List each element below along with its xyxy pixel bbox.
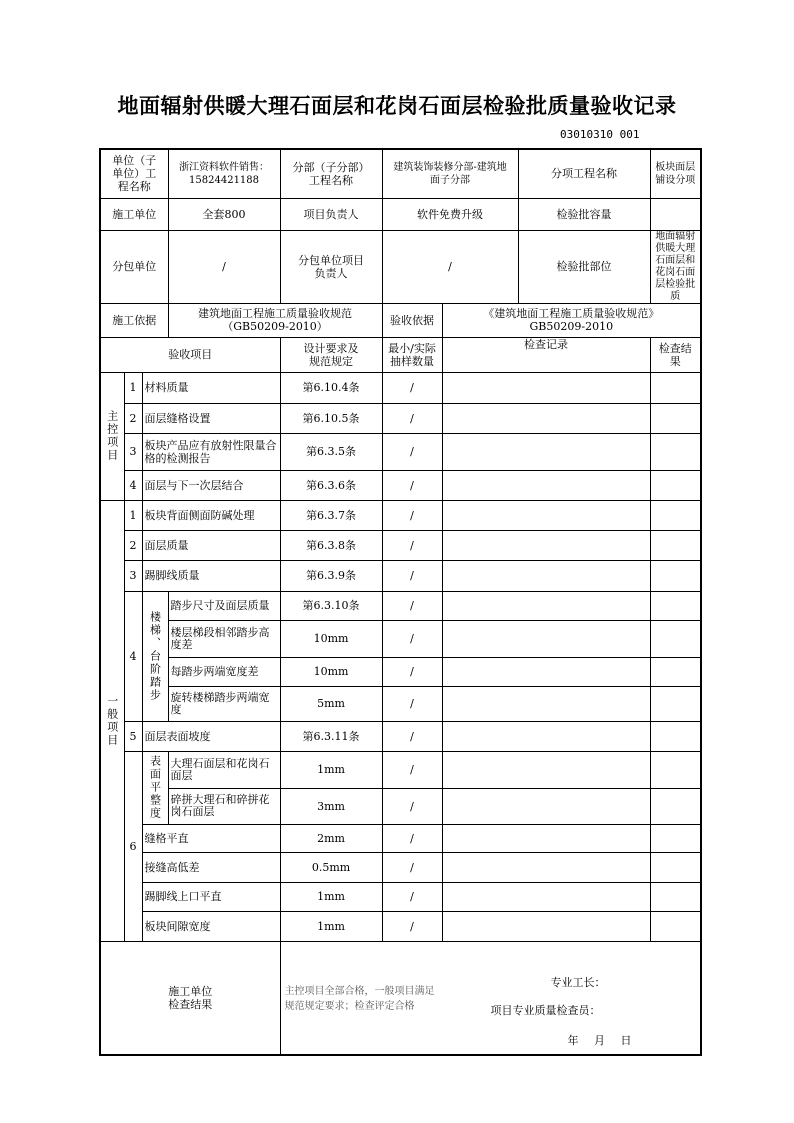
subdivision-label: 分部（子分部）工程名称 (280, 149, 382, 198)
general-row-3-req: 第6.3.9条 (280, 560, 382, 591)
flat-other-1-req: 2mm (280, 824, 382, 852)
main-row-2-no: 2 (124, 403, 142, 433)
flat-other-1-name: 缝格平直 (142, 824, 280, 852)
general-row-5-min: / (382, 721, 442, 751)
flat-row-2-req: 3mm (280, 788, 382, 824)
flat-other-4-record (442, 911, 650, 941)
flat-other-2-req: 0.5mm (280, 852, 382, 882)
basis-value: 建筑地面工程施工质量验收规范（GB50209-2010） (168, 303, 382, 337)
general-row-1-req: 第6.3.7条 (280, 500, 382, 530)
flat-row-2-record (442, 788, 650, 824)
flat-other-2-record (442, 852, 650, 882)
flat-row-1-record (442, 751, 650, 788)
flat-row-2-result (650, 788, 701, 824)
flat-other-4-req: 1mm (280, 911, 382, 941)
flat-other-3-min: / (382, 882, 442, 911)
main-row-1-no: 1 (124, 372, 142, 403)
col-min: 最小/实际抽样数量 (382, 337, 442, 372)
general-row-3-min: / (382, 560, 442, 591)
constructor-label: 施工单位 (100, 198, 168, 230)
stairs-row-3-name: 每踏步两端宽度差 (168, 657, 280, 686)
general-row-5-result (650, 721, 701, 751)
stairs-label-text: 楼梯、台阶踏步 (148, 610, 162, 702)
general-row-1-record (442, 500, 650, 530)
main-row-2-req: 第6.10.5条 (280, 403, 382, 433)
stairs-row-1-min: / (382, 591, 442, 620)
main-row-4-req: 第6.3.6条 (280, 470, 382, 500)
general-row-1-result (650, 500, 701, 530)
stairs-row-2-name: 楼层梯段相邻踏步高度差 (168, 620, 280, 657)
unit-label: 单位（子单位）工程名称 (100, 149, 168, 198)
signoff-content (281, 942, 701, 1054)
inspector-label: 项目专业质量检查员： (490, 1003, 601, 1017)
main-row-4-result (650, 470, 701, 500)
sub-pm-label: 分包单位项目负责人 (280, 230, 382, 303)
general-group (100, 500, 124, 941)
main-row-1-min: / (382, 372, 442, 403)
stairs-row-3-min: / (382, 657, 442, 686)
general-row-3-no: 3 (124, 560, 142, 591)
flat-other-1-min: / (382, 824, 442, 852)
conclusion-line-2: 规范规定要求；检查评定合格 (284, 1000, 415, 1012)
subcontractor-label: 分包单位 (100, 230, 168, 303)
main-row-1-name: 材料质量 (142, 372, 280, 403)
stairs-row-2-record (442, 620, 650, 657)
item-value: 板块面层铺设分项 (650, 149, 701, 198)
flat-row-2-min: / (382, 788, 442, 824)
stairs-row-2-req: 10mm (280, 620, 382, 657)
stairs-row-4-req: 5mm (280, 686, 382, 721)
col-req: 设计要求及规范规定 (280, 337, 382, 372)
general-row-2-result (650, 530, 701, 560)
flat-row-1-name: 大理石面层和花岗石面层 (168, 751, 280, 788)
stairs-row-3-result (650, 657, 701, 686)
flat-other-3-name: 踢脚线上口平直 (142, 882, 280, 911)
main-row-2-record (442, 403, 650, 433)
capacity-label: 检验批容量 (518, 198, 650, 230)
main-group (100, 372, 124, 500)
main-row-4-name: 面层与下一次层结合 (142, 470, 280, 500)
col-result: 检查结果 (650, 337, 701, 372)
accept-label: 验收依据 (382, 303, 442, 337)
signoff-conclusion (285, 984, 435, 1014)
main-row-3-no: 3 (124, 433, 142, 470)
stairs-row-4-result (650, 686, 701, 721)
general-row-2-min: / (382, 530, 442, 560)
flat-other-2-result (650, 852, 701, 882)
stairs-row-4-record (442, 686, 650, 721)
stairs-row-1-req: 第6.3.10条 (280, 591, 382, 620)
capacity-value (650, 198, 701, 230)
main-row-2-result (650, 403, 701, 433)
stairs-row-1-record (442, 591, 650, 620)
flat-other-2-min: / (382, 852, 442, 882)
signoff-label: 施工单位检查结果 (100, 941, 280, 1055)
col-record: 检查记录 (442, 337, 650, 372)
main-row-1-result (650, 372, 701, 403)
page-title: 地面辐射供暖大理石面层和花岗石面层检验批质量验收记录 (117, 94, 677, 118)
record-code: 03010310 001 (560, 128, 640, 141)
item-label: 分项工程名称 (518, 149, 650, 198)
flat-row-1-result (650, 751, 701, 788)
stairs-row-3-req: 10mm (280, 657, 382, 686)
stairs-no: 4 (124, 591, 142, 721)
basis-label: 施工依据 (100, 303, 168, 337)
flat-label-text: 表面平整度 (148, 755, 162, 820)
part-value: 地面辐射供暖大理石面层和花岗石面层检验批质 (650, 230, 701, 303)
stairs-row-1-name: 踏步尺寸及面层质量 (168, 591, 280, 620)
general-row-2-no: 2 (124, 530, 142, 560)
flat-other-4-min: / (382, 911, 442, 941)
general-row-1-min: / (382, 500, 442, 530)
main-row-1-record (442, 372, 650, 403)
general-row-5-name: 面层表面坡度 (142, 721, 280, 751)
flat-row-1-req: 1mm (280, 751, 382, 788)
subdivision-value: 建筑装饰装修分部-建筑地面子分部 (382, 149, 518, 198)
general-row-3-name: 踢脚线质量 (142, 560, 280, 591)
main-row-1-req: 第6.10.4条 (280, 372, 382, 403)
general-row-5-record (442, 721, 650, 751)
stairs-row-3-record (442, 657, 650, 686)
stairs-row-4-name: 旋转楼梯踏步两端宽度 (168, 686, 280, 721)
stairs-row-2-result (650, 620, 701, 657)
general-row-3-result (650, 560, 701, 591)
foreman-label: 专业工长： (550, 975, 606, 989)
general-row-1-name: 板块背面侧面防碱处理 (142, 500, 280, 530)
signoff-panel (280, 941, 701, 1055)
main-row-4-record (442, 470, 650, 500)
conclusion-line-1: 主控项目全部合格，一般项目满足 (284, 985, 435, 997)
pm-label: 项目负责人 (280, 198, 382, 230)
general-row-3-record (442, 560, 650, 591)
flat-other-4-name: 板块间隙宽度 (142, 911, 280, 941)
main-row-3-record (442, 433, 650, 470)
main-row-3-name: 板块产品应有放射性限量合格的检测报告 (142, 433, 280, 470)
main-row-3-min: / (382, 433, 442, 470)
part-label: 检验批部位 (518, 230, 650, 303)
col-item: 验收项目 (100, 337, 280, 372)
general-row-2-req: 第6.3.8条 (280, 530, 382, 560)
general-row-5-req: 第6.3.11条 (280, 721, 382, 751)
stairs-label (142, 591, 168, 721)
general-group-text: 一般项目 (105, 694, 119, 747)
main-row-3-req: 第6.3.5条 (280, 433, 382, 470)
main-row-4-no: 4 (124, 470, 142, 500)
flat-other-1-record (442, 824, 650, 852)
flat-other-4-result (650, 911, 701, 941)
subcontractor-value: / (168, 230, 280, 303)
flat-other-3-result (650, 882, 701, 911)
flat-no: 6 (124, 751, 142, 941)
flat-row-1-min: / (382, 751, 442, 788)
general-row-2-record (442, 530, 650, 560)
pm-value: 软件免费升级 (382, 198, 518, 230)
signoff-date: 年 月 日 (567, 1033, 632, 1047)
unit-value: 浙江资料软件销售：15824421188 (168, 149, 280, 198)
flat-row-2-name: 碎拼大理石和碎拼花岗石面层 (168, 788, 280, 824)
accept-value: 《建筑地面工程施工质量验收规范》GB50209-2010 (442, 303, 701, 337)
general-row-5-no: 5 (124, 721, 142, 751)
general-row-1-no: 1 (124, 500, 142, 530)
main-row-4-min: / (382, 470, 442, 500)
flat-other-1-result (650, 824, 701, 852)
main-row-2-min: / (382, 403, 442, 433)
acceptance-table (99, 148, 702, 1056)
stairs-row-1-result (650, 591, 701, 620)
main-group-text: 主控项目 (105, 410, 119, 462)
flat-label (142, 751, 168, 824)
flat-other-3-req: 1mm (280, 882, 382, 911)
flat-other-2-name: 接缝高低差 (142, 852, 280, 882)
flat-other-3-record (442, 882, 650, 911)
constructor-value: 全套800 (168, 198, 280, 230)
general-row-2-name: 面层质量 (142, 530, 280, 560)
main-row-3-result (650, 433, 701, 470)
sub-pm-value: / (382, 230, 518, 303)
stairs-row-2-min: / (382, 620, 442, 657)
stairs-row-4-min: / (382, 686, 442, 721)
main-row-2-name: 面层缝格设置 (142, 403, 280, 433)
